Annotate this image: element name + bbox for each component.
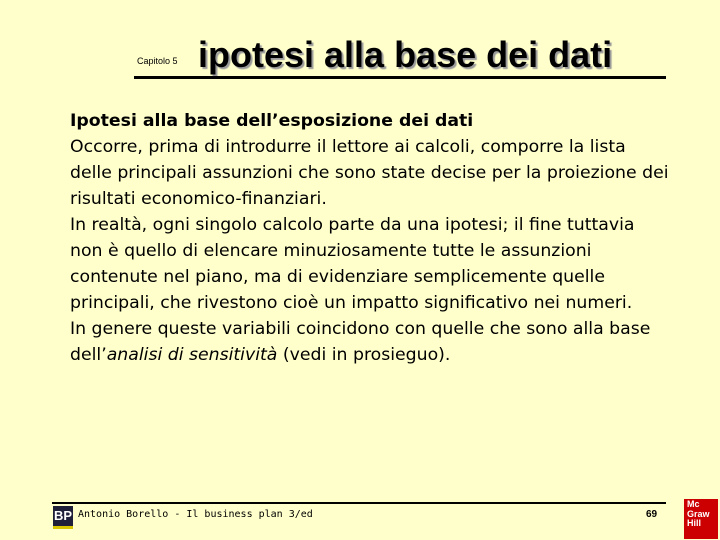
bp-logo-bar (53, 526, 73, 529)
content-heading: Ipotesi alla base dell’esposizione dei dati (70, 111, 474, 131)
paragraph-1: Occorre, prima di introdurre il lettore ai calcoli, comporre la lista delle principali assunzioni che sono state decise per la proiezione dei risultati economico-finanziari. (70, 137, 669, 209)
publisher-logo (684, 499, 718, 539)
bottom-divider (52, 502, 666, 504)
paragraph-3-end: (vedi in prosieguo). (277, 345, 451, 365)
bp-logo: BP (53, 506, 73, 526)
top-divider (134, 76, 666, 79)
paragraph-2: In realtà, ogni singolo calcolo parte da una ipotesi; il fine tuttavia non è quello di elencare minuziosamente tutte le assunzioni contenute nel piano, ma di evidenziare semplicemente quelle principali, che rivestono cioè un impatto significativo nei numeri. (70, 215, 635, 313)
slide-content (70, 108, 670, 368)
paragraph-3 (70, 316, 670, 368)
chapter-label: Capitolo 5 (137, 56, 178, 66)
publisher-logo-line-1: Mc (687, 499, 700, 509)
page-number: 69 (646, 509, 658, 520)
slide-title: ipotesi alla base dei dati (198, 34, 613, 75)
publisher-logo-line-2: Graw (687, 508, 710, 519)
paragraph-3-text: In genere queste variabili coincidono con quelle che sono alla base dell’ (70, 319, 651, 365)
paragraph-3-italic: analisi di sensitività (106, 345, 278, 365)
footer-author-book: Antonio Borello - Il business plan 3/ed (78, 509, 313, 520)
publisher-logo-line-3: Hill (687, 518, 702, 528)
